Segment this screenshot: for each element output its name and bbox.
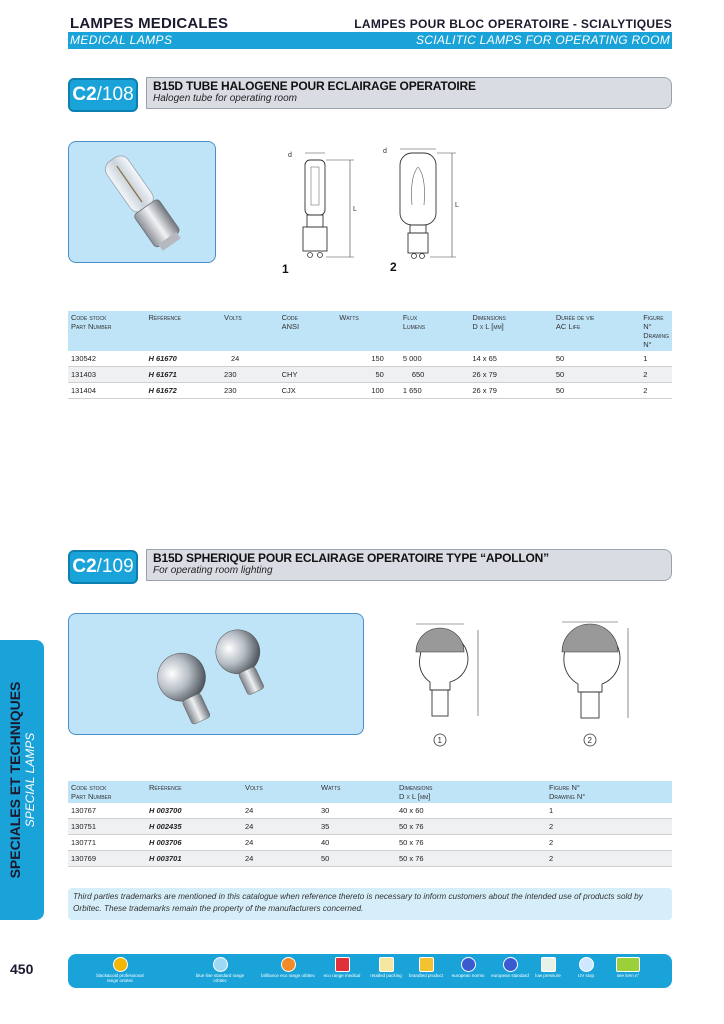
dim-label-d-2: d [383, 148, 387, 155]
cell-volts: 24 [221, 351, 279, 367]
legend-item: european norms [438, 957, 498, 978]
col-header: Référence [146, 781, 242, 803]
cell-reference: H 003701 [146, 851, 242, 867]
table-row [68, 803, 672, 819]
col-header: Watts [318, 781, 396, 803]
legend-item: retailed packing [356, 957, 416, 978]
cell-life: 50 [553, 383, 640, 399]
cell-code: 130771 [68, 835, 146, 851]
cell-flux: 650 [400, 367, 470, 383]
cell-code: 130767 [68, 803, 146, 819]
section-title-en: Halogen tube for operating room [153, 93, 297, 104]
drawing-1 [303, 153, 354, 258]
drawing-number-1: 1 [282, 262, 289, 276]
cell-dimensions: 50 x 76 [396, 819, 546, 835]
dim-label-l-1: L [353, 206, 357, 213]
cell-volts: 230 [221, 367, 279, 383]
dim-label-l-2: L [455, 202, 459, 209]
globe-icon [461, 957, 476, 972]
legend-item: eco range medical [312, 957, 372, 978]
cell-ansi: CHY [279, 367, 337, 383]
table-row [68, 819, 672, 835]
table-row [68, 851, 672, 867]
legend-item: blue line standard range orbitec [190, 957, 250, 983]
header-title-en: MEDICAL LAMPS [70, 33, 173, 47]
cell-ansi: CJX [279, 383, 337, 399]
cell-life: 50 [553, 367, 640, 383]
col-header: Volts [242, 781, 318, 803]
sun-icon [113, 957, 128, 972]
col-header: Code ANSI [279, 311, 337, 351]
cell-figure: 1 [546, 803, 672, 819]
col-header: Référence [145, 311, 221, 351]
halogen-tube-image [69, 142, 215, 262]
cell-code: 130769 [68, 851, 146, 867]
section-title-box-2 [146, 549, 672, 581]
section-title-box [146, 77, 672, 109]
spec-table-1 [68, 311, 672, 399]
product-code-badge [68, 78, 138, 112]
cell-watts: 100 [336, 383, 400, 399]
table-row [68, 351, 672, 367]
badge-icon [335, 957, 350, 972]
drawing-1 [416, 624, 478, 746]
legend-item: brilliance eco range orbitec [258, 957, 318, 978]
table-row [68, 367, 672, 383]
cell-ansi [279, 351, 337, 367]
side-tab-text [7, 682, 37, 879]
cell-watts: 30 [318, 803, 396, 819]
technical-drawings-1 [270, 145, 490, 280]
cell-reference: H 61671 [145, 367, 221, 383]
header-category-en: SCIALITIC LAMPS FOR OPERATING ROOM [415, 33, 670, 47]
cell-dimensions: 40 x 60 [396, 803, 546, 819]
col-header: Figure N° Drawing N° [640, 311, 672, 351]
cell-reference: H 003700 [146, 803, 242, 819]
cell-reference: H 61672 [145, 383, 221, 399]
cell-figure: 2 [640, 367, 672, 383]
header-title-fr: LAMPES MEDICALES [70, 15, 229, 32]
code-number: /108 [96, 84, 134, 105]
cell-code: 130751 [68, 819, 146, 835]
cell-figure: 2 [640, 383, 672, 399]
drawing-number-1: 1 [437, 736, 442, 745]
bulb-icon [213, 957, 228, 972]
drawing-number-2: 2 [587, 736, 592, 745]
spec-table-2 [68, 781, 672, 867]
cell-figure: 2 [546, 835, 672, 851]
cell-dimensions: 14 x 65 [469, 351, 552, 367]
dim-label-d-1: d [288, 152, 292, 159]
cell-dimensions: 26 x 79 [469, 367, 552, 383]
trademark-note: Third parties trademarks are mentioned in this catalogue when reference thereto is necessary to inform customers about the intended use of products sold by Orbitec. These trademarks remain the property of the manufacturers concerned. [68, 888, 672, 920]
cell-reference: H 61670 [145, 351, 221, 367]
legend-item: brandted product [396, 957, 456, 978]
col-header: Watts [336, 311, 400, 351]
cell-reference: H 002435 [146, 819, 242, 835]
legend-item: european standard [480, 957, 540, 978]
cell-reference: H 003706 [146, 835, 242, 851]
section-title-fr: B15D SPHERIQUE POUR ECLAIRAGE OPERATOIRE TYPE “APOLLON” [153, 551, 549, 565]
cell-dimensions: 26 x 79 [469, 383, 552, 399]
code-number: /109 [96, 556, 134, 577]
table-header-row [68, 781, 672, 803]
cell-watts: 40 [318, 835, 396, 851]
code-prefix: C2 [72, 84, 97, 105]
product-photo [68, 141, 216, 263]
box-icon [379, 957, 394, 972]
cell-watts: 50 [318, 851, 396, 867]
col-header: Dimensions D x L [mm] [469, 311, 552, 351]
product-code-badge-2 [68, 550, 138, 584]
col-header: Volts [221, 311, 279, 351]
package-icon [419, 957, 434, 972]
cell-life: 50 [553, 351, 640, 367]
cell-flux: 1 650 [400, 383, 470, 399]
globe2-icon [503, 957, 518, 972]
cell-code: 131404 [68, 383, 145, 399]
page-number: 450 [10, 961, 34, 977]
product-photo-2 [68, 613, 364, 735]
legend-item: black&cold professional range ortotec [90, 957, 150, 983]
cell-volts: 24 [242, 851, 318, 867]
table-header-row [68, 311, 672, 351]
col-header: Figure N° Drawing N° [546, 781, 672, 803]
drawing-number-2: 2 [390, 260, 397, 274]
col-header: Code stock Part Number [68, 311, 145, 351]
leaf-icon [541, 957, 556, 972]
col-header: Code stock Part Number [68, 781, 146, 803]
section-title-en: For operating room lighting [153, 565, 273, 576]
cell-watts: 35 [318, 819, 396, 835]
side-tab-title-fr: SPECIALES ET TECHNIQUES [7, 681, 23, 879]
cell-volts: 230 [221, 383, 279, 399]
tag-icon [616, 957, 640, 972]
flame-icon [281, 957, 296, 972]
cell-volts: 24 [242, 835, 318, 851]
cell-figure: 2 [546, 851, 672, 867]
cell-figure: 1 [640, 351, 672, 367]
code-prefix: C2 [72, 556, 97, 577]
uv-icon [579, 957, 594, 972]
legend-item: low pressure [518, 957, 578, 978]
drawing-2 [400, 149, 456, 259]
cell-dimensions: 50 x 76 [396, 835, 546, 851]
table-row [68, 835, 672, 851]
header-category-fr: LAMPES POUR BLOC OPERATOIRE - SCIALYTIQUES [354, 17, 672, 31]
col-header: Flux Lumens [400, 311, 470, 351]
col-header: Durée de vie AC Life [553, 311, 640, 351]
cell-flux: 5 000 [400, 351, 470, 367]
cell-watts: 150 [336, 351, 400, 367]
legend-item: UV stop [556, 957, 616, 978]
legend-item: see item n° [598, 957, 658, 978]
drawing-2 [562, 622, 628, 746]
cell-dimensions: 50 x 76 [396, 851, 546, 867]
cell-volts: 24 [242, 819, 318, 835]
technical-drawings-2 [398, 612, 638, 752]
cell-watts: 50 [336, 367, 400, 383]
section-title-fr: B15D TUBE HALOGENE POUR ECLAIRAGE OPERATOIRE [153, 79, 476, 93]
cell-code: 131403 [68, 367, 145, 383]
cell-code: 130542 [68, 351, 145, 367]
footer-legend-bar [68, 954, 672, 988]
cell-volts: 24 [242, 803, 318, 819]
side-tab-title-en: SPECIAL LAMPS [23, 732, 37, 828]
col-header: Dimensions D x L [mm] [396, 781, 546, 803]
spherical-lamps-image [69, 614, 363, 734]
cell-figure: 2 [546, 819, 672, 835]
table-row [68, 383, 672, 399]
